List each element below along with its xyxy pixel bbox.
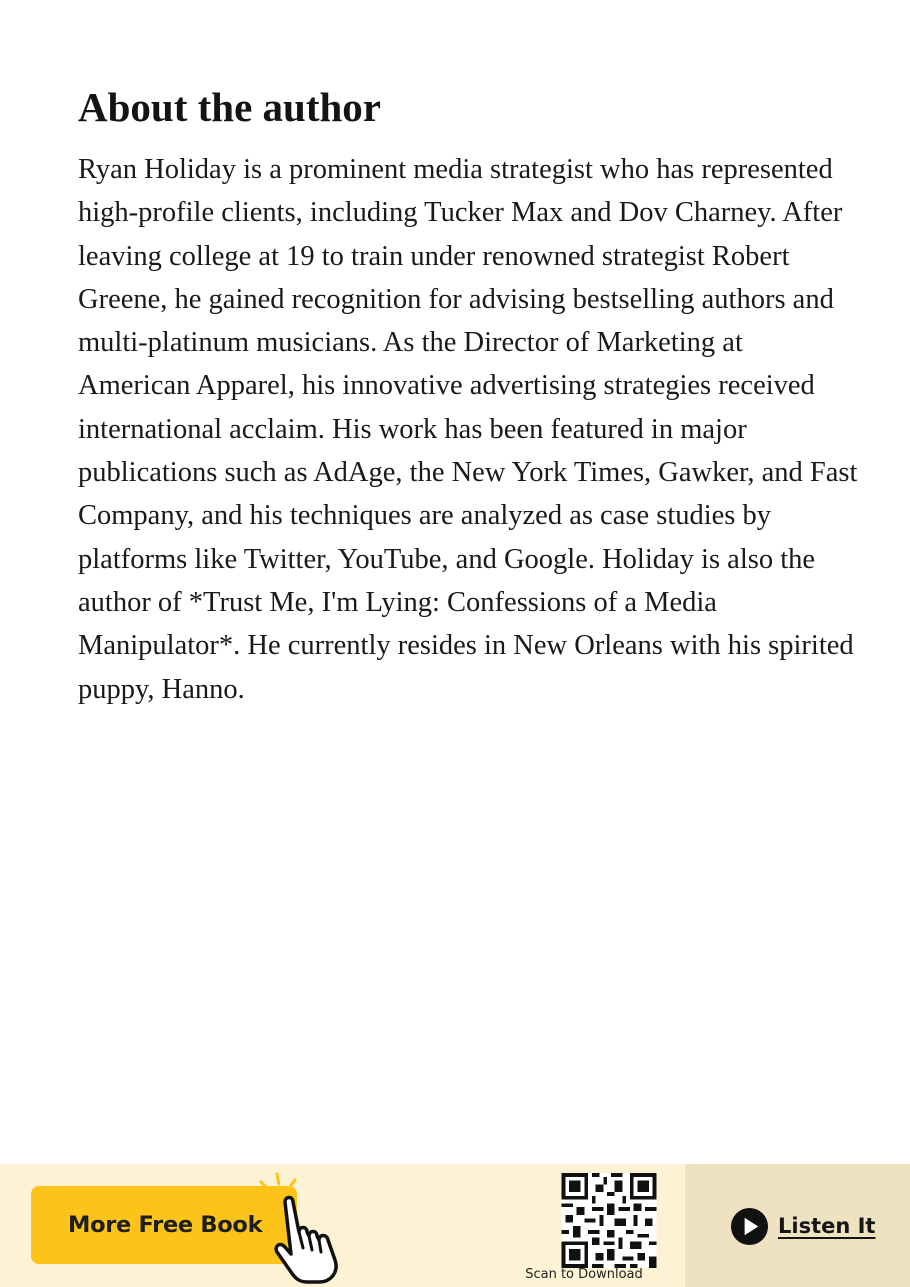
- author-section: [78, 82, 858, 711]
- listen-it-label: Listen It: [778, 1214, 876, 1238]
- footer-bar: [0, 1164, 910, 1287]
- play-icon: [730, 1207, 769, 1246]
- author-bio: Ryan Holiday is a prominent media strategist who has represented high-profile clients, including Tucker Max and Dov Charney. After leaving college at 19 to train under renowned strategist Robert Greene, he gained recognition for advising bestselling authors and multi-platinum musicians. As the Director of Marketing at American Apparel, his innovative advertising strategies received international acclaim. His work has been featured in major publications such as AdAge, the New York Times, Gawker, and Fast Company, and his techniques are analyzed as case studies by platforms like Twitter, YouTube, and Google. Holiday is also the author of *Trust Me, I'm Lying: Confessions of a Media Manipulator*. He currently resides in New Orleans with his spirited puppy, Hanno.: [78, 154, 858, 705]
- qr-caption: Scan to Download: [525, 1267, 643, 1282]
- more-free-book-label: More Free Book: [68, 1212, 263, 1238]
- pointing-hand-icon: [255, 1172, 355, 1284]
- listen-it-button[interactable]: [730, 1206, 875, 1246]
- section-title: About the author: [78, 84, 381, 130]
- qr-code-icon: [560, 1173, 658, 1268]
